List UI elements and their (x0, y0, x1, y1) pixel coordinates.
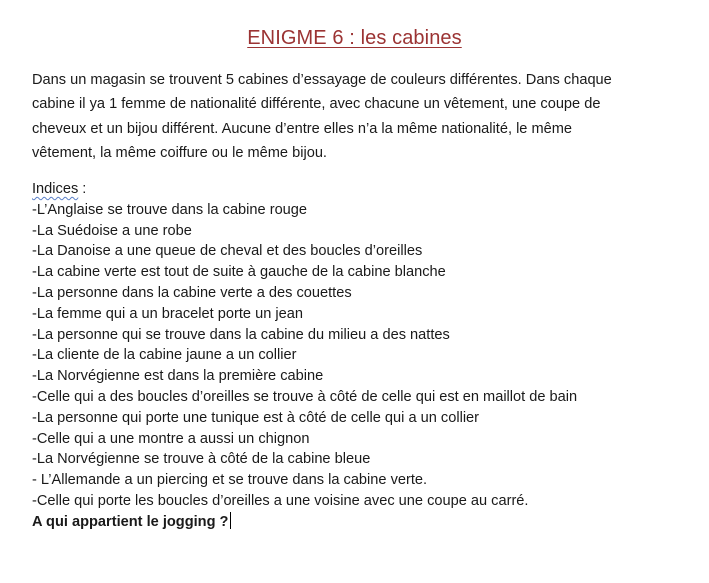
clue-item: -L’Anglaise se trouve dans la cabine rouge (32, 201, 308, 218)
indices-suffix: : (78, 181, 87, 197)
text-cursor (230, 512, 231, 529)
intro-line: vêtement, la même coiffure ou le même bijou. (32, 145, 327, 162)
question-text: A qui appartient le jogging ? (32, 513, 229, 530)
clue-item: -Celle qui a une montre a aussi un chignon (32, 430, 310, 447)
question-line[interactable] (32, 512, 682, 533)
clue-item: -La personne qui porte une tunique est à côté de celle qui a un collier (32, 409, 480, 426)
clue-item: -La femme qui a un bracelet porte un jean (32, 305, 303, 322)
clue-item: -La cliente de la cabine jaune a un collier (32, 347, 297, 364)
clue-item: -La Norvégienne se trouve à côté de la cabine bleue (32, 451, 371, 468)
clue-item: -La Suédoise a une robe (32, 222, 192, 239)
indices-heading (32, 179, 682, 200)
document-title: ENIGME 6 : les cabines (247, 27, 462, 49)
intro-line: cabine il ya 1 femme de nationalité différente, avec chacune un vêtement, une coupe de (32, 96, 601, 113)
intro-line: Dans un magasin se trouvent 5 cabines d’essayage de couleurs différentes. Dans chaque (32, 72, 612, 88)
clues-section (32, 179, 682, 533)
clue-item: -La personne dans la cabine verte a des couettes (32, 284, 352, 301)
intro-line: cheveux et un bijou différent. Aucune d’entre elles n’a la même nationalité, le même (32, 120, 573, 137)
clue-item: -La Norvégienne est dans la première cabine (32, 368, 324, 385)
clue-item: -La Danoise a une queue de cheval et des boucles d’oreilles (32, 243, 423, 260)
intro-paragraph (32, 68, 672, 166)
indices-label: Indices (32, 181, 79, 197)
clue-item: -La cabine verte est tout de suite à gauche de la cabine blanche (32, 264, 446, 281)
clue-item: -La personne qui se trouve dans la cabine du milieu a des nattes (32, 326, 450, 343)
clue-item: - L’Allemande a un piercing et se trouve dans la cabine verte. (32, 472, 428, 489)
clue-item: -Celle qui porte les boucles d’oreilles a une voisine avec une coupe au carré. (32, 492, 529, 509)
clue-item: -Celle qui a des boucles d’oreilles se trouve à côté de celle qui est en maillot de bain (32, 388, 578, 405)
